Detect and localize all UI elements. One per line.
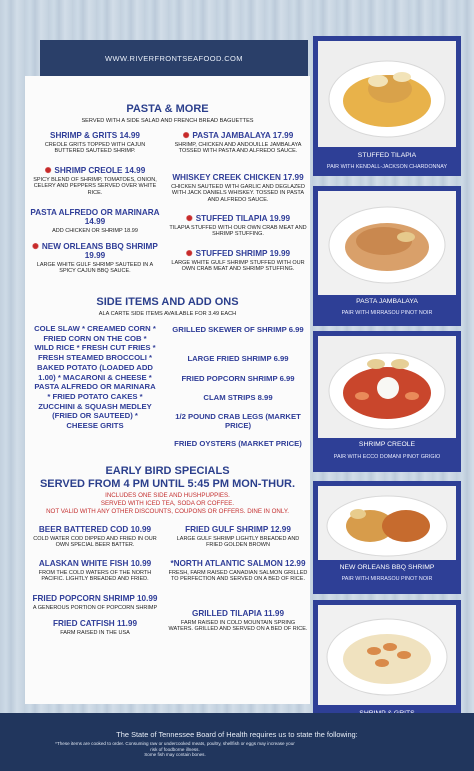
header-band: [40, 40, 308, 76]
item-name: FRIED POPCORN SHRIMP 10.99: [32, 594, 158, 603]
photo-pairing: PAIR WITH ECCO DOMANI PINOT GRIGIO: [333, 454, 441, 460]
side-line: ZUCCHINI & SQUASH MEDLEY: [38, 401, 152, 411]
crab-icon: ✺: [32, 242, 39, 251]
early-bird-hours: SERVED FROM 4 PM UNTIL 5:45 PM MON-THUR.: [39, 478, 296, 490]
photo-title: SHRIMP CREOLE: [358, 441, 416, 448]
photo-card: [313, 186, 461, 326]
item-desc: CHICKEN SAUTEED WITH GARLIC AND DEGLAZED WITH JACK DANIELS WHISKEY. TOSSED IN PASTA AND ALFREDO SAUCE.: [171, 184, 305, 203]
health-notice: The State of Tennessee Board of Health requires us to state the following:: [116, 730, 358, 739]
addon-item: FRIED OYSTERS (MARKET PRICE): [174, 439, 302, 448]
item-desc: LARGE WHITE GULF SHRIMP SAUTEED IN A SPICY CAJUN BBQ SAUCE.: [36, 262, 154, 275]
addon-item: FRIED POPCORN SHRIMP 6.99: [181, 374, 295, 383]
side-line: FRESH STEAMED BROCCOLI *: [37, 353, 153, 363]
photo-title: NEW ORLEANS BBQ SHRIMP: [339, 564, 435, 571]
photo-pairing: PAIR WITH MIRRASOU PINOT NOIR: [341, 576, 433, 582]
item-name: FRIED GULF SHRIMP 12.99: [185, 525, 291, 534]
dish-photo: [318, 336, 456, 438]
item-name: STUFFED SHRIMP 19.99: [195, 249, 291, 258]
item-name: SHRIMP & GRITS 14.99: [50, 131, 140, 140]
pasta-subtitle: SERVED WITH A SIDE SALAD AND FRENCH BREAD BAGUETTES: [81, 118, 254, 124]
menu-item: [30, 559, 160, 583]
note-line: INCLUDES ONE SIDE AND HUSHPUPPIES.: [105, 492, 230, 499]
item-desc: FARM RAISED IN COLD MOUNTAIN SPRING WATERS. GRILLED AND SERVED ON A BED OF RICE.: [168, 620, 308, 633]
website-url[interactable]: WWW.RIVERFRONTSEAFOOD.COM: [105, 54, 243, 63]
sides-title: SIDE ITEMS AND ADD ONS: [96, 296, 239, 308]
addon-item: 1/2 POUND CRAB LEGS (MARKET PRICE): [175, 412, 301, 430]
crab-icon: ✺: [182, 131, 190, 140]
side-line: (FRIED OR SAUTEED) *: [52, 411, 138, 421]
side-line: PASTA ALFREDO OR MARINARA: [34, 382, 156, 392]
item-name: GRILLED TILAPIA 11.99: [191, 609, 285, 618]
item-name: PASTA JAMBALAYA 17.99: [192, 131, 294, 140]
item-name: STUFFED TILAPIA 19.99: [195, 214, 291, 223]
menu-item: [168, 131, 308, 155]
item-name: SHRIMP CREOLE 14.99: [54, 166, 146, 175]
item-name: NEW ORLEANS BBQ SHRIMP 19.99: [41, 242, 158, 260]
item-desc: FROM THE COLD WATERS OF THE NORTH PACIFIC. LIGHTLY BREADED AND FRIED.: [38, 570, 152, 583]
photo-card: [313, 36, 461, 176]
fine-print: [40, 741, 310, 758]
menu-item: [168, 559, 308, 583]
fine-print-line: *These items are cooked to order. Consuming raw or undercooked meats, poultry, shellfish or eggs may increase your: [55, 741, 295, 746]
side-line: WILD RICE * FRESH CUT FRIES *: [34, 343, 156, 353]
dish-photo: [318, 486, 456, 560]
item-name: FRIED CATFISH 11.99: [52, 619, 138, 628]
menu-item: [168, 609, 308, 633]
sides-subtitle: ALA CARTE SIDE ITEMS AVAILABLE FOR 3.49 EACH: [98, 311, 237, 317]
side-line: * FRIED POTATO CAKES *: [47, 391, 143, 401]
fine-print-line: risk of foodborne illness.: [150, 746, 200, 752]
item-desc: COLD WATER COD DIPPED AND FRIED IN OUR OWN SPECIAL BEER BATTER.: [33, 536, 157, 549]
item-desc: TILAPIA STUFFED WITH OUR OWN CRAB MEAT AND SHRIMP STUFFING.: [169, 225, 307, 238]
photo-pairing: PAIR WITH KENDALL-JACKSON CHARDONNAY: [326, 164, 448, 170]
side-line: FRIED CORN ON THE COB *: [43, 333, 147, 343]
crab-icon: ✺: [185, 249, 193, 258]
menu-item: [30, 525, 160, 549]
side-line: COLE SLAW * CREAMED CORN *: [34, 324, 156, 333]
menu-item: [168, 173, 308, 203]
photo-card: [313, 481, 461, 594]
item-desc: A GENEROUS PORTION OF POPCORN SHRIMP: [32, 605, 158, 611]
menu-item: [168, 214, 308, 238]
item-name: BEER BATTERED COD 10.99: [38, 525, 152, 534]
menu-item: [30, 131, 160, 155]
side-line: CHEESE GRITS: [66, 421, 124, 431]
menu-item: [30, 619, 160, 636]
item-desc: SPICY BLEND OF SHRIMP, TOMATOES, ONION, CELERY AND PEPPERS SERVED OVER WHITE RICE.: [33, 177, 157, 196]
addon-item: CLAM STRIPS 8.99: [203, 393, 273, 402]
pasta-title: PASTA & MORE: [126, 103, 209, 115]
item-name: WHISKEY CREEK CHICKEN 17.99: [172, 173, 304, 182]
item-desc: FARM RAISED IN THE USA: [60, 630, 130, 636]
side-line: 1.00) * MACARONI & CHEESE *: [38, 372, 152, 382]
menu-item: [30, 166, 160, 196]
crab-icon: ✺: [44, 166, 52, 175]
photo-pairing: PAIR WITH MIRRASOU PINOT NOIR: [341, 310, 433, 316]
addon-item: GRILLED SKEWER OF SHRIMP 6.99: [172, 325, 304, 334]
menu-item: [30, 208, 160, 234]
dish-photo: [318, 41, 456, 147]
item-name: PASTA ALFREDO OR MARINARA 14.99: [30, 208, 160, 226]
photo-title: STUFFED TILAPIA: [357, 152, 417, 159]
early-bird-title: EARLY BIRD SPECIALS: [105, 465, 230, 477]
item-desc: FRESH, FARM RAISED CANADIAN SALMON GRILLED TO PERFECTION AND SERVED ON A BED OF RICE.: [168, 570, 308, 583]
item-name: ALASKAN WHITE FISH 10.99: [38, 559, 152, 568]
side-items-list: [30, 324, 160, 431]
early-bird-notes: [25, 492, 310, 516]
item-desc: LARGE GULF SHRIMP LIGHTLY BREADED AND FRIED GOLDEN BROWN: [176, 536, 300, 549]
crab-icon: ✺: [185, 214, 193, 223]
note-line: SERVED WITH ICED TEA, SODA OR COFFEE.: [100, 500, 235, 507]
menu-item: [30, 594, 160, 611]
dish-photo: [318, 605, 456, 705]
item-desc: LARGE WHITE GULF SHRIMP STUFFED WITH OUR OWN CRAB MEAT AND SHRIMP STUFFING.: [171, 260, 305, 273]
menu-item: [30, 242, 160, 275]
dish-photo: [318, 191, 456, 295]
menu-item: [168, 249, 308, 273]
item-desc: CREOLE GRITS TOPPED WITH CAJUN BUTTERED SAUTEED SHRIMP.: [44, 142, 146, 155]
item-name: *NORTH ATLANTIC SALMON 12.99: [170, 559, 306, 568]
photo-title: PASTA JAMBALAYA: [356, 298, 418, 305]
menu-item: [168, 525, 308, 549]
photo-card: [313, 331, 461, 472]
note-line: NOT VALID WITH ANY OTHER DISCOUNTS, COUPONS OR OFFERS. DINE IN ONLY.: [46, 508, 289, 515]
item-desc: ADD CHICKEN OR SHRIMP 18.99: [52, 228, 138, 234]
item-desc: SHRIMP, CHICKEN AND ANDOUILLE JAMBALAYA TOSSED WITH PASTA AND ALFREDO SAUCE.: [174, 142, 302, 155]
side-line: BAKED POTATO (LOADED ADD: [37, 362, 153, 372]
addon-item: LARGE FRIED SHRIMP 6.99: [187, 354, 289, 363]
fine-print-line: Some fish may contain bones.: [144, 752, 206, 757]
footer: [0, 713, 474, 771]
